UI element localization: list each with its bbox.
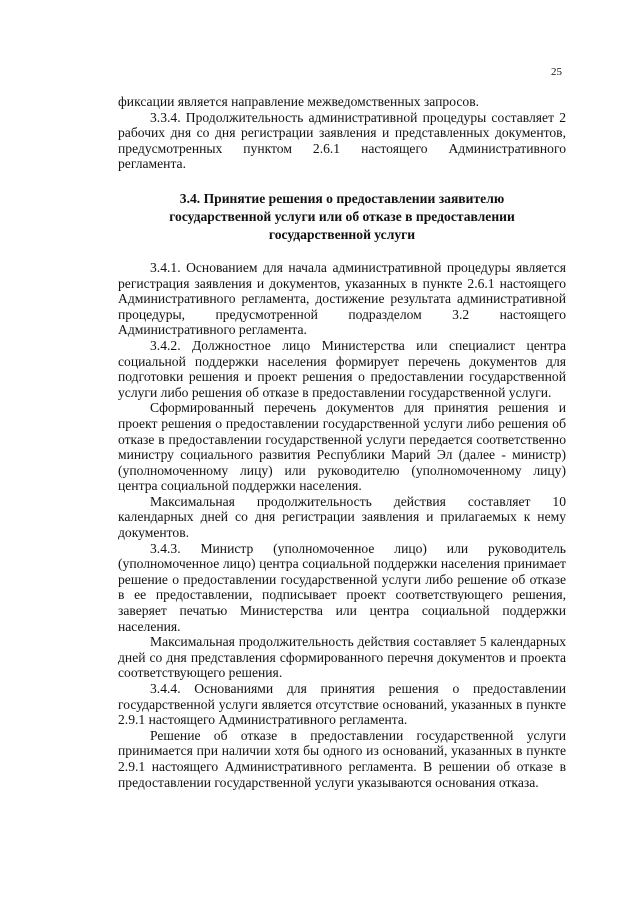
paragraph-3-3-4: 3.3.4. Продолжительность административной процедуры составляет 2 рабочих дня со дня регистрации заявления и представленных документов, предусмотренных пунктом 2.6.1 настоящего Административного регламента.: [118, 109, 566, 172]
section-heading-line: государственной услуги: [268, 226, 416, 242]
paragraph-3-4-1: 3.4.1. Основанием для начала административной процедуры является регистрация заявления и документов, указанных в пункте 2.6.1 настоящего Административного регламента, достижение результата административной процедуры, предусмотренной подразделом 3.2 настоящего Административного регламента.: [118, 259, 566, 338]
page-number: 25: [551, 66, 562, 78]
paragraph-refusal: Решение об отказе в предоставлении государственной услуги принимается при наличии хотя бы одного из оснований, указанных в пункте 2.9.1 настоящего Административного регламента. В решении об отказе в предоставлении государственной услуги указываются основания отказа.: [118, 727, 566, 790]
paragraph-duration-5: Максимальная продолжительность действия составляет 5 календарных дней со дня представления сформированного перечня документов и проекта соответствующего решения.: [118, 634, 566, 681]
paragraph-3-4-2: 3.4.2. Должностное лицо Министерства или специалист центра социальной поддержки населения формирует перечень документов для подготовки решения и проект решения о предоставлении государственной услуги либо решения об отказе в предоставлении государственной услуги.: [118, 337, 566, 400]
section-heading-line: государственной услуги или об отказе в предоставлении: [169, 208, 515, 224]
section-heading: [118, 190, 566, 244]
paragraph-3-4-3: 3.4.3. Министр (уполномоченное лицо) или руководитель (уполномоченное лицо) центра социальной поддержки населения принимает решение о предоставлении государственной услуги либо решение об отказе в ее предоставлении, подписывает проект соответствующего решения, заверяет печатью Министерства или центра социальной поддержки населения.: [118, 540, 566, 634]
continuation-paragraph: фиксации является направление межведомственных запросов.: [118, 94, 480, 109]
paragraph-transfer: Сформированный перечень документов для принятия решения и проект решения о предоставлении государственной услуги либо решения об отказе в предоставлении государственной услуги передается соответственно министру социального развития Республики Марий Эл (далее - министр) (уполномоченному лицу) или руководителю (уполномоченному лицу) центра социальной поддержки населения.: [118, 400, 566, 494]
paragraph-3-4-4: 3.4.4. Основаниями для принятия решения о предоставлении государственной услуги является отсутствие оснований, указанных в пункте 2.9.1 настоящего Административного регламента.: [118, 681, 566, 728]
paragraph-duration-10: Максимальная продолжительность действия составляет 10 календарных дней со дня регистрации заявления и прилагаемых к нему документов.: [118, 493, 566, 541]
section-heading-line: 3.4. Принятие решения о предоставлении заявителю: [179, 190, 505, 206]
document-body: [118, 94, 566, 790]
